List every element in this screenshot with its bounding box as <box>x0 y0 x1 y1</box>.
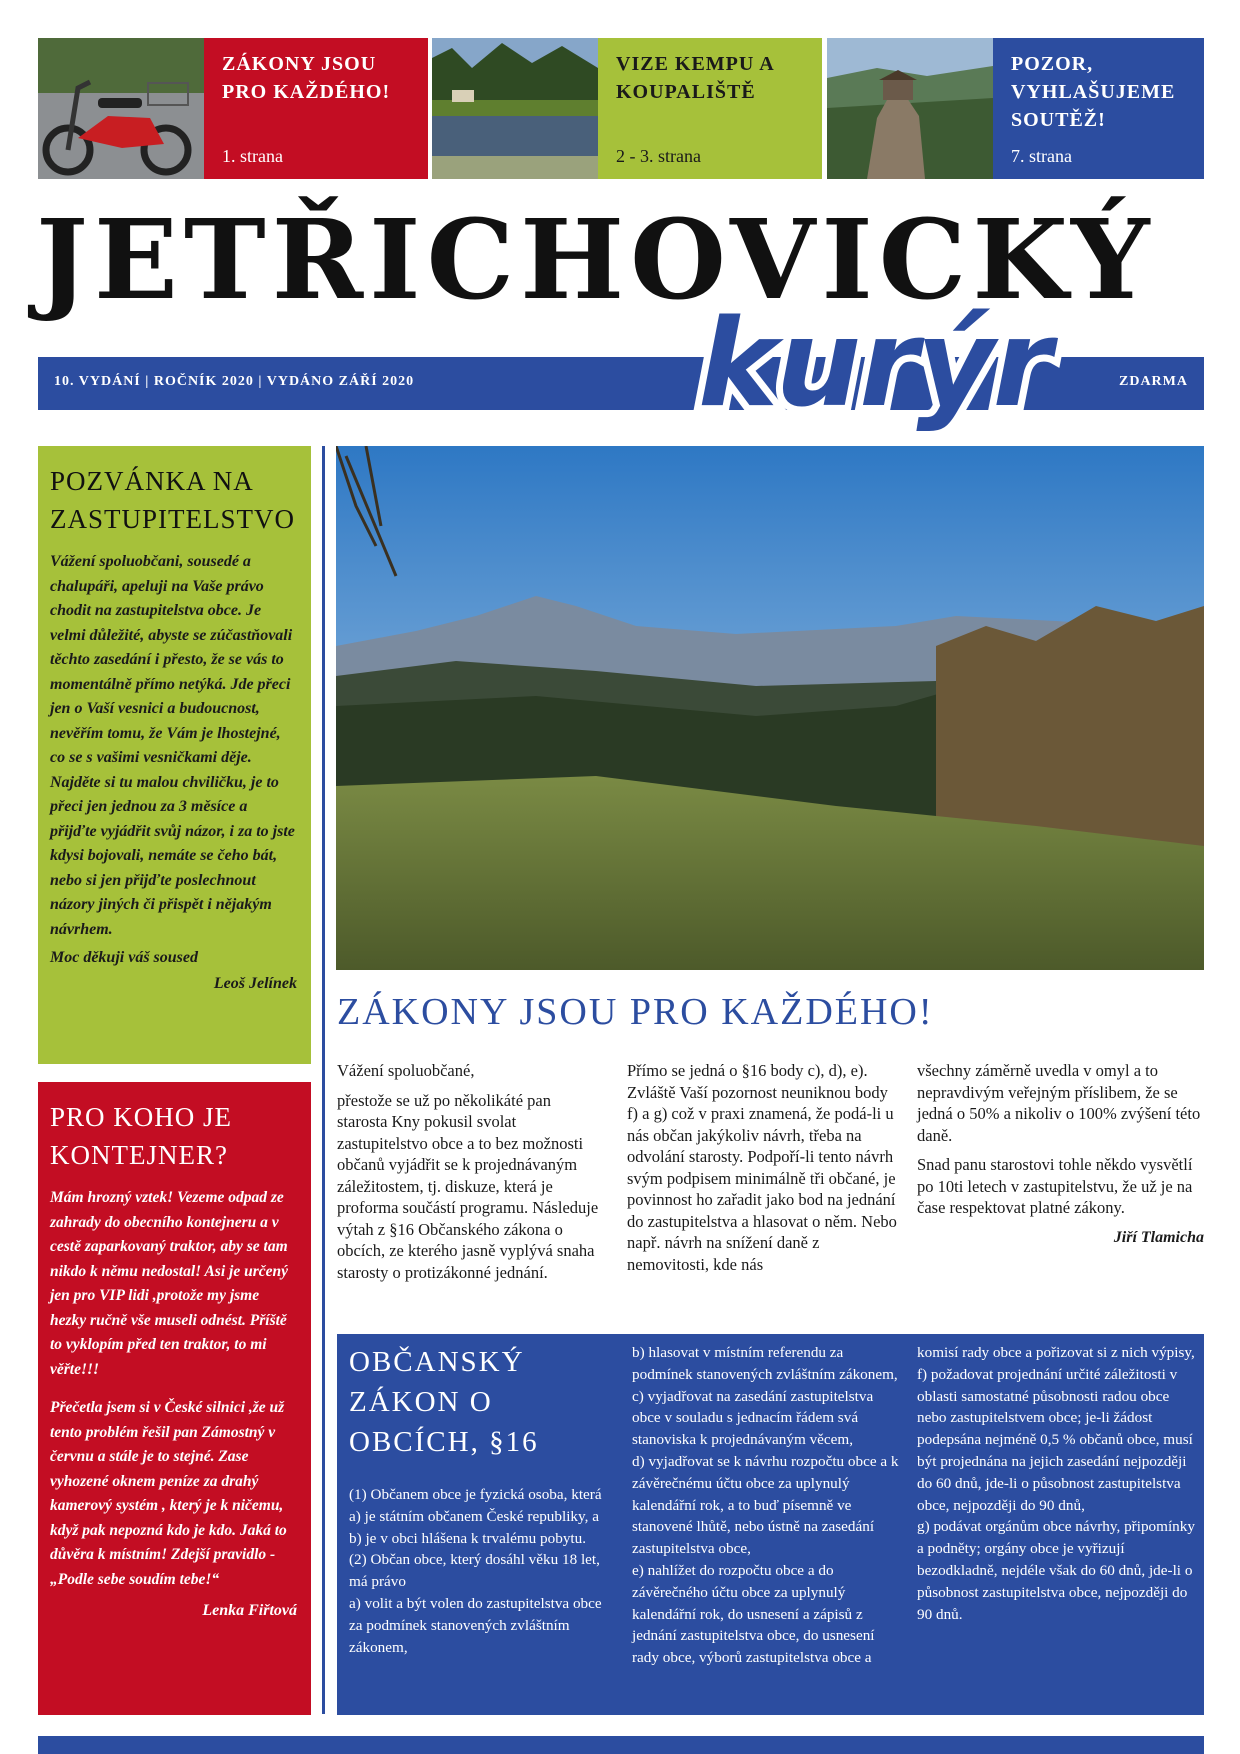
price-label: ZDARMA <box>1119 374 1188 389</box>
invitation-closing: Moc děkuji váš soused <box>50 949 198 966</box>
container-title: PRO KOHO JE KONTEJNER? <box>50 1102 233 1170</box>
article-title: ZÁKONY JSOU PRO KAŽDÉHO! <box>337 991 934 1033</box>
teaser-camp[interactable] <box>598 38 822 179</box>
teaser-title: POZOR, VYHLAŠUJEME SOUTĚŽ! <box>1011 53 1176 131</box>
lookout-tower-photo <box>827 38 993 179</box>
container-text-1: Mám hrozný vztek! Vezeme odpad ze zahrady do obecního kontejneru a v cestě zaparkovaný traktor, aby se tam nikdo k němu nedostal! Asi je určený jen pro VIP lidi ,protože my jsme hezky ručně vše museli odnést. Příště to vyklopím před ten traktor, to mi věřte!!! <box>50 1189 288 1378</box>
article-greeting: Vážení spoluobčané, <box>337 1061 475 1080</box>
article-column-2 <box>627 1060 897 1283</box>
invitation-title: POZVÁNKA NA ZASTUPITELSTVO <box>50 466 295 534</box>
teaser-page: 1. strana <box>222 146 283 166</box>
article-text-2: Přímo se jedná o §16 body c), d), e). Zvláště Vaší pozornost neuniknou body f) a g) což v praxi znamená, že podá-li u nás občan jakýkoliv návrh, třeba na odvolání starosty. Podpoří-li tento návrh svým podpisem minimálně tři občané, je povinnost ho zařadit jako bod na jednání do zastupitelstva a hlasovat o něm. Nebo např. návrh na snížení daně z nemovitosti, kde nás <box>627 1061 897 1274</box>
masthead-subtitle: kurýr <box>698 295 1050 434</box>
article-text-3a: všechny záměrně uvedla v omyl a to nepravdivým veřejným příslibem, že se jedná o 50% a nikoliv o 100% zvýšení této daně. <box>917 1061 1201 1145</box>
invitation-author: Leoš Jelínek <box>213 974 297 992</box>
law-column-1: (1) Občanem obce je fyzická osoba, která a) je státním občanem České republiky, a b) je v obci hlášena k trvalému pobytu. (2) Občan obce, který dosáhl věku 18 let, má právo a) volit a být volen do zastupitelstva obce za podmínek stanovených zvláštním zákonem, <box>349 1486 602 1656</box>
article-column-1 <box>337 1060 605 1291</box>
article-text-1: přestože se už po několikáté pan starosta Kny pokusil svolat zastupitelstvo obce a to bez možnosti občanů vyjádřit se k projednávaným záležitostem, tj. diskuze, která je proforma součástí programu. Následuje výtah z §16 Občanského zákona o obcích, ze kterého jasně vyplývá snaha starosty o protizákonné jednání. <box>337 1090 599 1282</box>
teaser-page: 7. strana <box>1011 146 1072 166</box>
teaser-title: ZÁKONY JSOU PRO KAŽDÉHO! <box>222 53 391 103</box>
column-divider <box>322 446 325 1714</box>
law-column-2: b) hlasovat v místním referendu za podmínek stanovených zvláštním zákonem, c) vyjadřovat na zasedání zastupitelstva obce v souladu s jednacím řádem svá stanoviska k projednávaným věcem, d) vyjadřovat se k návrhu rozpočtu obce a k závěrečnému účtu obce za uplynulý kalendářní rok, a to buď písemně ve stanovené lhůtě, nebo ústně na zasedání zastupitelstva obce, e) nahlížet do rozpočtu obce a do závěrečného účtu obce za uplynulý kalendářní rok, do usnesení a zápisů z jednání zastupitelstva obce, do usnesení rady obce, výborů zastupitelstva obce a <box>632 1344 899 1667</box>
moped-photo <box>38 38 204 179</box>
container-text-2: Přečetla jsem si v České silnici ,že už tento problém řešil pan Zámostný v červnu a stále je to stejné. Zase vyhozené oknem peníze za drahý kamerový systém , který je k ničemu, když pak nepozná kdo je kdo. Jaká to důvěra k místním! Zdejší pravidlo - „Podle sebe soudím tebe!“ <box>50 1399 287 1588</box>
issue-info: 10. VYDÁNÍ | ROČNÍK 2020 | VYDÁNO ZÁŘÍ 2020 <box>54 374 415 389</box>
law-column-3: komisí rady obce a pořizovat si z nich výpisy, f) požadovat projednání určité záležitosti v oblasti samostatné působnosti radou obce nebo zastupitelstvem obce; je-li žádost podepsána nejméně 0,5 % občanů obce, musí být projednána na jejich zasedání nejpozději do 60 dnů, jde-li o působnost zastupitelstva obce, nejpozději do 90 dnů, g) podávat orgánům obce návrhy, připomínky a podněty; orgány obce je vyřizují bezodkladně, nejdéle však do 60 dnů, jde-li o působnost zastupitelstva obce, nejpozději do 90 dnů. <box>917 1344 1195 1623</box>
article-text-3b: Snad panu starostovi tohle někdo vysvětlí po 10ti letech v zastupitelstvu, že už je na čase respektovat platné zákony. <box>917 1155 1193 1217</box>
law-box <box>337 1334 1204 1715</box>
article-author: Jiří Tlamicha <box>1113 1228 1204 1246</box>
container-author: Lenka Fiřtová <box>202 1602 297 1619</box>
law-title: OBČANSKÝ ZÁKON O OBCÍCH, §16 <box>349 1346 539 1458</box>
pond-photo <box>432 38 598 179</box>
invitation-box <box>38 446 311 1064</box>
bottom-bar <box>38 1736 1204 1754</box>
article-column-3 <box>917 1060 1204 1248</box>
landscape-photo <box>336 446 1204 970</box>
teaser-contest[interactable] <box>993 38 1204 179</box>
invitation-text: Vážení spoluobčani, sousedé a chalupáři, apeluji na Vaše právo chodit na zastupitelstva obce. Je velmi důležité, abyste se zúčastňovali těchto zasedání i přesto, že se vás to momentálně přímo netýká. Jde přeci jen o Vaší vesnici a budoucnost, nevěřím tomu, že Vám je lhostejné, co se s vašimi vesničkami děje. Najděte si tu malou chviličku, je to přeci jen jednou za 3 měsíce a přijďte vyjádřit svůj názor, i za to jste kdysi bojovali, nemáte se čeho bát, nebo si jen přijďte poslechnout názory jiných či přispět i nějakým návrhem. <box>50 553 295 938</box>
container-box <box>38 1082 311 1715</box>
teaser-laws[interactable] <box>204 38 428 179</box>
teaser-page: 2 - 3. strana <box>616 146 701 166</box>
teaser-title: VIZE KEMPU A KOUPALIŠTĚ <box>616 53 774 103</box>
masthead-title: JETŘICHOVICKÝ <box>36 195 1156 324</box>
